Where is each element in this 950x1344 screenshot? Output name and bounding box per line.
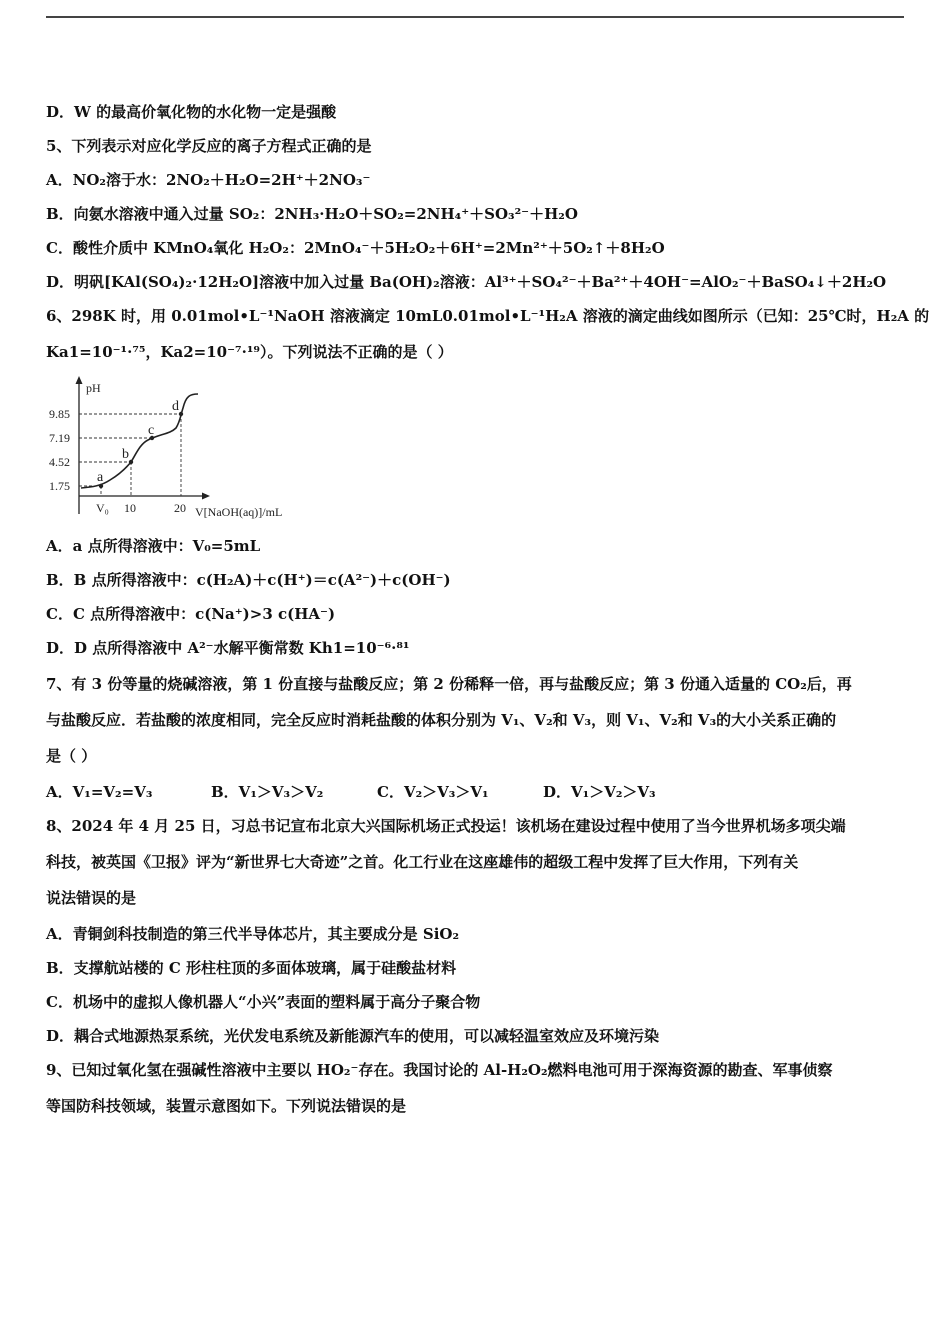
- q7-stem-line1: 7、有 3 份等量的烧碱溶液，第 1 份直接与盐酸反应；第 2 份稀释一倍，再与盐酸反应；第 3 份通入适量的 CO₂后，再: [46, 675, 852, 693]
- guide-lines: [79, 414, 181, 496]
- point-b: [129, 460, 133, 464]
- q5-option-c: C．酸性介质中 KMnO₄氧化 H₂O₂：2MnO₄⁻＋5H₂O₂＋6H⁺=2Mn²⁺＋5O₂↑＋8H₂O: [46, 239, 665, 257]
- q7-option-c: C．V₂＞V₃＞V₁: [377, 783, 489, 801]
- q7-stem-line2: 与盐酸反应．若盐酸的浓度相同，完全反应时消耗盐酸的体积分别为 V₁、V₂和 V₃，则 V₁、V₂和 V₃的大小关系正确的: [46, 711, 837, 729]
- q8-option-b: B．支撑航站楼的 C 形柱柱顶的多面体玻璃，属于硅酸盐材料: [46, 959, 457, 977]
- point-label-a: a: [97, 470, 104, 485]
- q4-option-d: D．W 的最高价氧化物的水化物一定是强酸: [46, 103, 337, 121]
- q9-stem-line2: 等国防科技领域，装置示意图如下。下列说法错误的是: [46, 1097, 407, 1115]
- q6-stem-line2: Ka1=10⁻¹·⁷⁵，Ka2=10⁻⁷·¹⁹）。下列说法不正确的是（ ）: [46, 343, 453, 361]
- x-tick-label: 20: [174, 501, 186, 515]
- point-d: [179, 412, 183, 416]
- q8-stem-line1: 8、2024 年 4 月 25 日，习总书记宣布北京大兴国际机场正式投运！该机场在建设过程中使用了当今世界机场多项尖端: [46, 817, 846, 835]
- q7-option-d: D．V₁＞V₂＞V₃: [543, 783, 656, 801]
- q8-stem-line2: 科技，被英国《卫报》评为“新世界七大奇迹”之首。化工行业在这座雄伟的超级工程中发挥了巨大作用，下列有关: [46, 853, 799, 871]
- q5-stem: 5、下列表示对应化学反应的离子方程式正确的是: [46, 137, 372, 155]
- y-axis-arrow: [76, 376, 83, 384]
- x-axis-arrow: [202, 493, 210, 500]
- q6-option-b: B．B 点所得溶液中：c(H₂A)＋c(H⁺)＝c(A²⁻)＋c(OH⁻): [46, 571, 451, 589]
- x-tick-label: V₀: [96, 501, 109, 515]
- q8-option-d: D．耦合式地源热泵系统，光伏发电系统及新能源汽车的使用，可以减轻温室效应及环境污染: [46, 1027, 660, 1045]
- x-tick-label: 10: [124, 501, 136, 515]
- x-axis-label: V[NaOH(aq)]/mL: [195, 505, 283, 519]
- q7-stem-line3: 是（ ）: [46, 747, 97, 765]
- q6-stem-line1: 6、298K 时，用 0.01mol•L⁻¹NaOH 溶液滴定 10mL0.01mol•L⁻¹H₂A 溶液的滴定曲线如图所示（已知：25℃时，H₂A 的: [46, 307, 930, 325]
- y-tick-label: 7.19: [49, 431, 70, 445]
- y-tick-label: 9.85: [49, 407, 70, 421]
- q7-option-b: B．V₁＞V₃＞V₂: [211, 783, 324, 801]
- q5-option-b: B．向氨水溶液中通入过量 SO₂：2NH₃·H₂O＋SO₂=2NH₄⁺＋SO₃²⁻＋H₂O: [46, 205, 578, 223]
- point-label-b: b: [122, 447, 129, 462]
- point-label-c: c: [148, 423, 155, 438]
- q5-option-d: D．明矾[KAl(SO₄)₂·12H₂O]溶液中加入过量 Ba(OH)₂溶液：Al³⁺＋SO₄²⁻＋Ba²⁺＋4OH⁻=AlO₂⁻＋BaSO₄↓＋2H₂O: [46, 273, 887, 291]
- q5-option-a: A．NO₂溶于水：2NO₂＋H₂O=2H⁺＋2NO₃⁻: [46, 171, 371, 189]
- y-tick-label: 4.52: [49, 455, 70, 469]
- y-tick-label: 1.75: [49, 479, 70, 493]
- q6-option-d: D．D 点所得溶液中 A²⁻水解平衡常数 Kh1=10⁻⁶·⁸¹: [46, 639, 410, 657]
- q6-option-c: C．C 点所得溶液中：c(Na⁺)>3 c(HA⁻): [46, 605, 336, 623]
- q8-stem-line3: 说法错误的是: [46, 889, 137, 907]
- q9-stem-line1: 9、已知过氧化氢在强碱性溶液中主要以 HO₂⁻存在。我国讨论的 Al-H₂O₂燃料电池可用于深海资源的勘查、军事侦察: [46, 1061, 833, 1079]
- header-rule: [46, 16, 904, 18]
- q6-option-a: A．a 点所得溶液中：V₀=5mL: [46, 537, 261, 555]
- point-label-d: d: [172, 399, 179, 414]
- q8-option-a: A．青铜剑科技制造的第三代半导体芯片，其主要成分是 SiO₂: [46, 925, 460, 943]
- q7-option-a: A．V₁=V₂=V₃: [46, 783, 153, 801]
- titration-curve-chart: [44, 374, 304, 526]
- q8-option-c: C．机场中的虚拟人像机器人“小兴”表面的塑料属于高分子聚合物: [46, 993, 481, 1011]
- y-axis-label: pH: [86, 381, 101, 395]
